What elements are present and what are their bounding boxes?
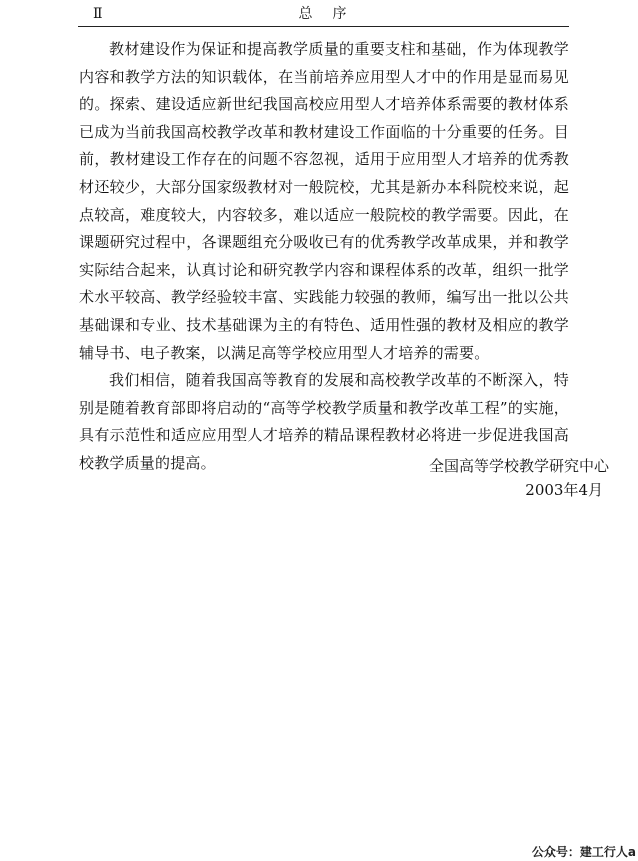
page-number: Ⅱ <box>93 6 103 22</box>
paragraph-1: 教材建设作为保证和提高教学质量的重要支柱和基础，作为体现教学内容和教学方法的知识载体，在当前培养应用型人才中的作用是显而易见的。探索、建设适应新世纪我国高校应用型人才培养体系需要的教材体系已成为当前我国高校教学改革和教材建设工作面临的十分重要的任务。目前，教材建设工作存在的问题不容忽视，适用于应用型人才培养的优秀教材还较少，大部分国家级教材对一般院校，尤其是新办本科院校来说，起点较高，难度较大，内容较多，难以适应一般院校的教学需要。因此，在课题研究过程中，各课题组充分吸收已有的优秀教学改革成果，并和教学实际结合起来，认真讨论和研究教学内容和课程体系的改革，组织一批学术水平较高、教学经验较丰富、实践能力较强的教师，编写出一批以公共基础课和专业、技术基础课为主的有特色、适用性强的教材及相应的教学辅导书、电子教案，以满足高等学校应用型人才培养的需要。 <box>79 40 569 362</box>
page-header <box>78 0 569 27</box>
running-title: 总序 <box>298 6 367 22</box>
body-text <box>79 36 569 478</box>
paragraph-2: 我们相信，随着我国高等教育的发展和高校教学改革的不断深入，特别是随着教育部即将启动的“高等学校教学质量和教学改革工程”的实施，具有示范性和适应应用型人才培养的精品课程教材必将进一步促进我国高校教学质量的提高。 <box>79 371 569 472</box>
signature-date: 2003年4月 <box>525 481 603 499</box>
signature-organization: 全国高等学校教学研究中心 <box>428 457 609 475</box>
watermark-text: 公众号：建工行人a <box>531 845 636 859</box>
signature-block <box>429 454 609 502</box>
